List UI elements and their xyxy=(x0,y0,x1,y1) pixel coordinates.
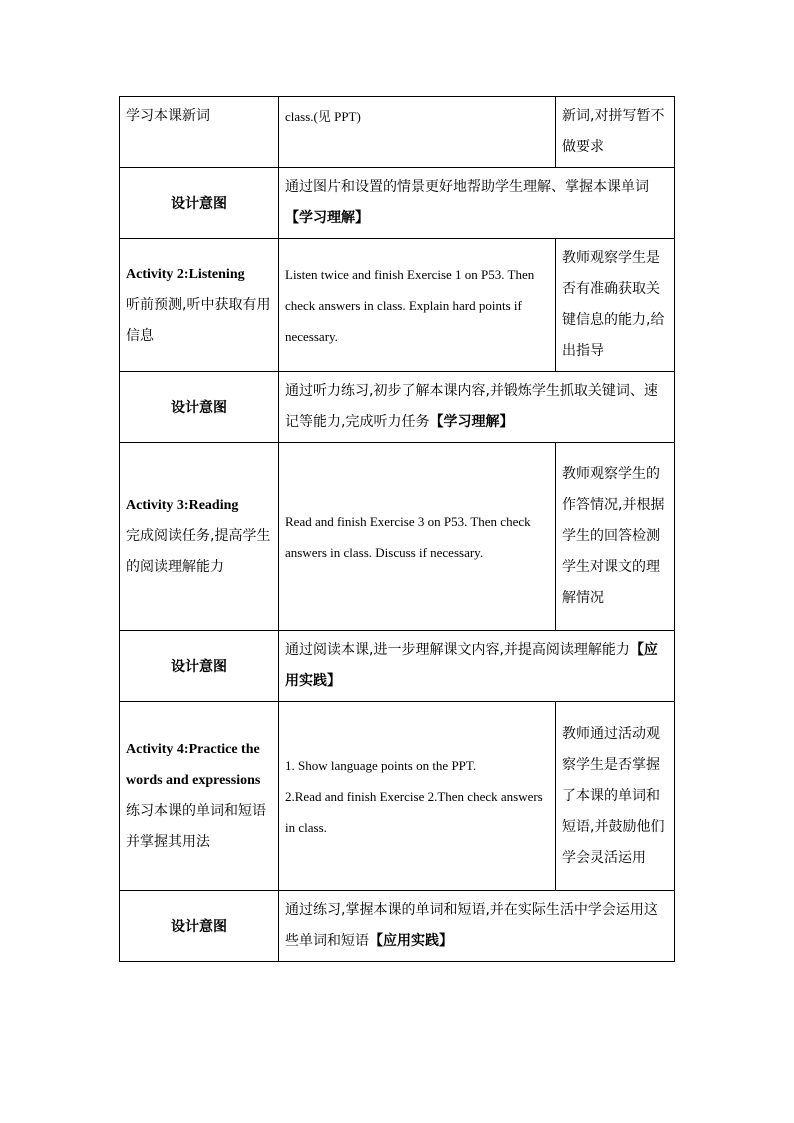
activity-cell xyxy=(120,443,279,631)
intent-text: 通过阅读本课,进一步理解课文内容,并提高阅读理解能力 xyxy=(285,642,630,658)
activity-title: Activity 4:Practice the words and expressions xyxy=(126,742,261,788)
evaluation-text: 教师观察学生的作答情况,并根据学生的回答检测学生对课文的理解情况 xyxy=(562,466,665,606)
evaluation-text: 新词,对拼写暂不做要求 xyxy=(562,108,665,155)
table-row xyxy=(120,891,675,962)
activity-desc: 听前预测,听中获取有用信息 xyxy=(126,296,271,344)
intent-text: 通过听力练习,初步了解本课内容,并锻炼学生抓取关键词、速记等能力,完成听力任务 xyxy=(285,383,658,430)
intent-text: 通过练习,掌握本课的单词和短语,并在实际生活中学会运用这些单词和短语 xyxy=(285,902,658,949)
intent-tag: 【学习理解】 xyxy=(285,210,369,226)
activity-cell xyxy=(120,239,279,372)
procedure-cell xyxy=(279,443,556,631)
procedure-cell xyxy=(279,239,556,372)
activity-desc: 完成阅读任务,提高学生的阅读理解能力 xyxy=(126,528,271,575)
procedure-cell xyxy=(279,702,556,891)
evaluation-cell xyxy=(556,702,675,891)
intent-label: 设计意图 xyxy=(120,168,279,239)
activity-cell xyxy=(120,702,279,891)
table-row xyxy=(120,443,675,631)
activity-title: Activity 2:Listening xyxy=(126,266,245,282)
evaluation-text: 教师通过活动观察学生是否掌握了本课的单词和短语,并鼓励他们学会灵活运用 xyxy=(562,725,665,866)
table-row xyxy=(120,168,675,239)
intent-cell xyxy=(279,168,675,239)
table-row xyxy=(120,239,675,372)
intent-label: 设计意图 xyxy=(120,631,279,702)
activity-desc: 学习本课新词 xyxy=(126,108,210,124)
activity-desc: 练习本课的单词和短语并掌握其用法 xyxy=(126,803,266,850)
intent-tag: 【应用实践】 xyxy=(369,933,453,949)
intent-text: 通过图片和设置的情景更好地帮助学生理解、掌握本课单词 xyxy=(285,179,649,195)
intent-cell xyxy=(279,891,675,962)
table-row xyxy=(120,631,675,702)
table-row xyxy=(120,372,675,443)
intent-tag: 【学习理解】 xyxy=(429,414,514,430)
intent-cell xyxy=(279,372,675,443)
evaluation-cell xyxy=(556,443,675,631)
intent-tag: 【应用实践】 xyxy=(285,642,658,689)
procedure-cell xyxy=(279,97,556,168)
procedure-text: Read and finish Exercise 3 on P53. Then check answers in class. Discuss if necessary. xyxy=(285,513,531,560)
procedure-text: 2.Read and finish Exercise 2.Then check answers in class. xyxy=(285,788,543,835)
procedure-text: 1. Show language points on the PPT. xyxy=(285,757,477,773)
evaluation-cell xyxy=(556,239,675,372)
evaluation-text: 教师观察学生是否有准确获取关键信息的能力,给出指导 xyxy=(562,250,665,359)
intent-label: 设计意图 xyxy=(120,372,279,443)
intent-label: 设计意图 xyxy=(120,891,279,962)
lesson-plan-table xyxy=(119,96,675,962)
table-row xyxy=(120,702,675,891)
evaluation-cell xyxy=(556,97,675,168)
procedure-text: class.(见 PPT) xyxy=(285,109,361,124)
activity-cell xyxy=(120,97,279,168)
procedure-text: Listen twice and finish Exercise 1 on P53. Then check answers in class. Explain hard points if necessary. xyxy=(285,266,535,344)
table-row xyxy=(120,97,675,168)
intent-cell xyxy=(279,631,675,702)
activity-title: Activity 3:Reading xyxy=(126,498,239,513)
